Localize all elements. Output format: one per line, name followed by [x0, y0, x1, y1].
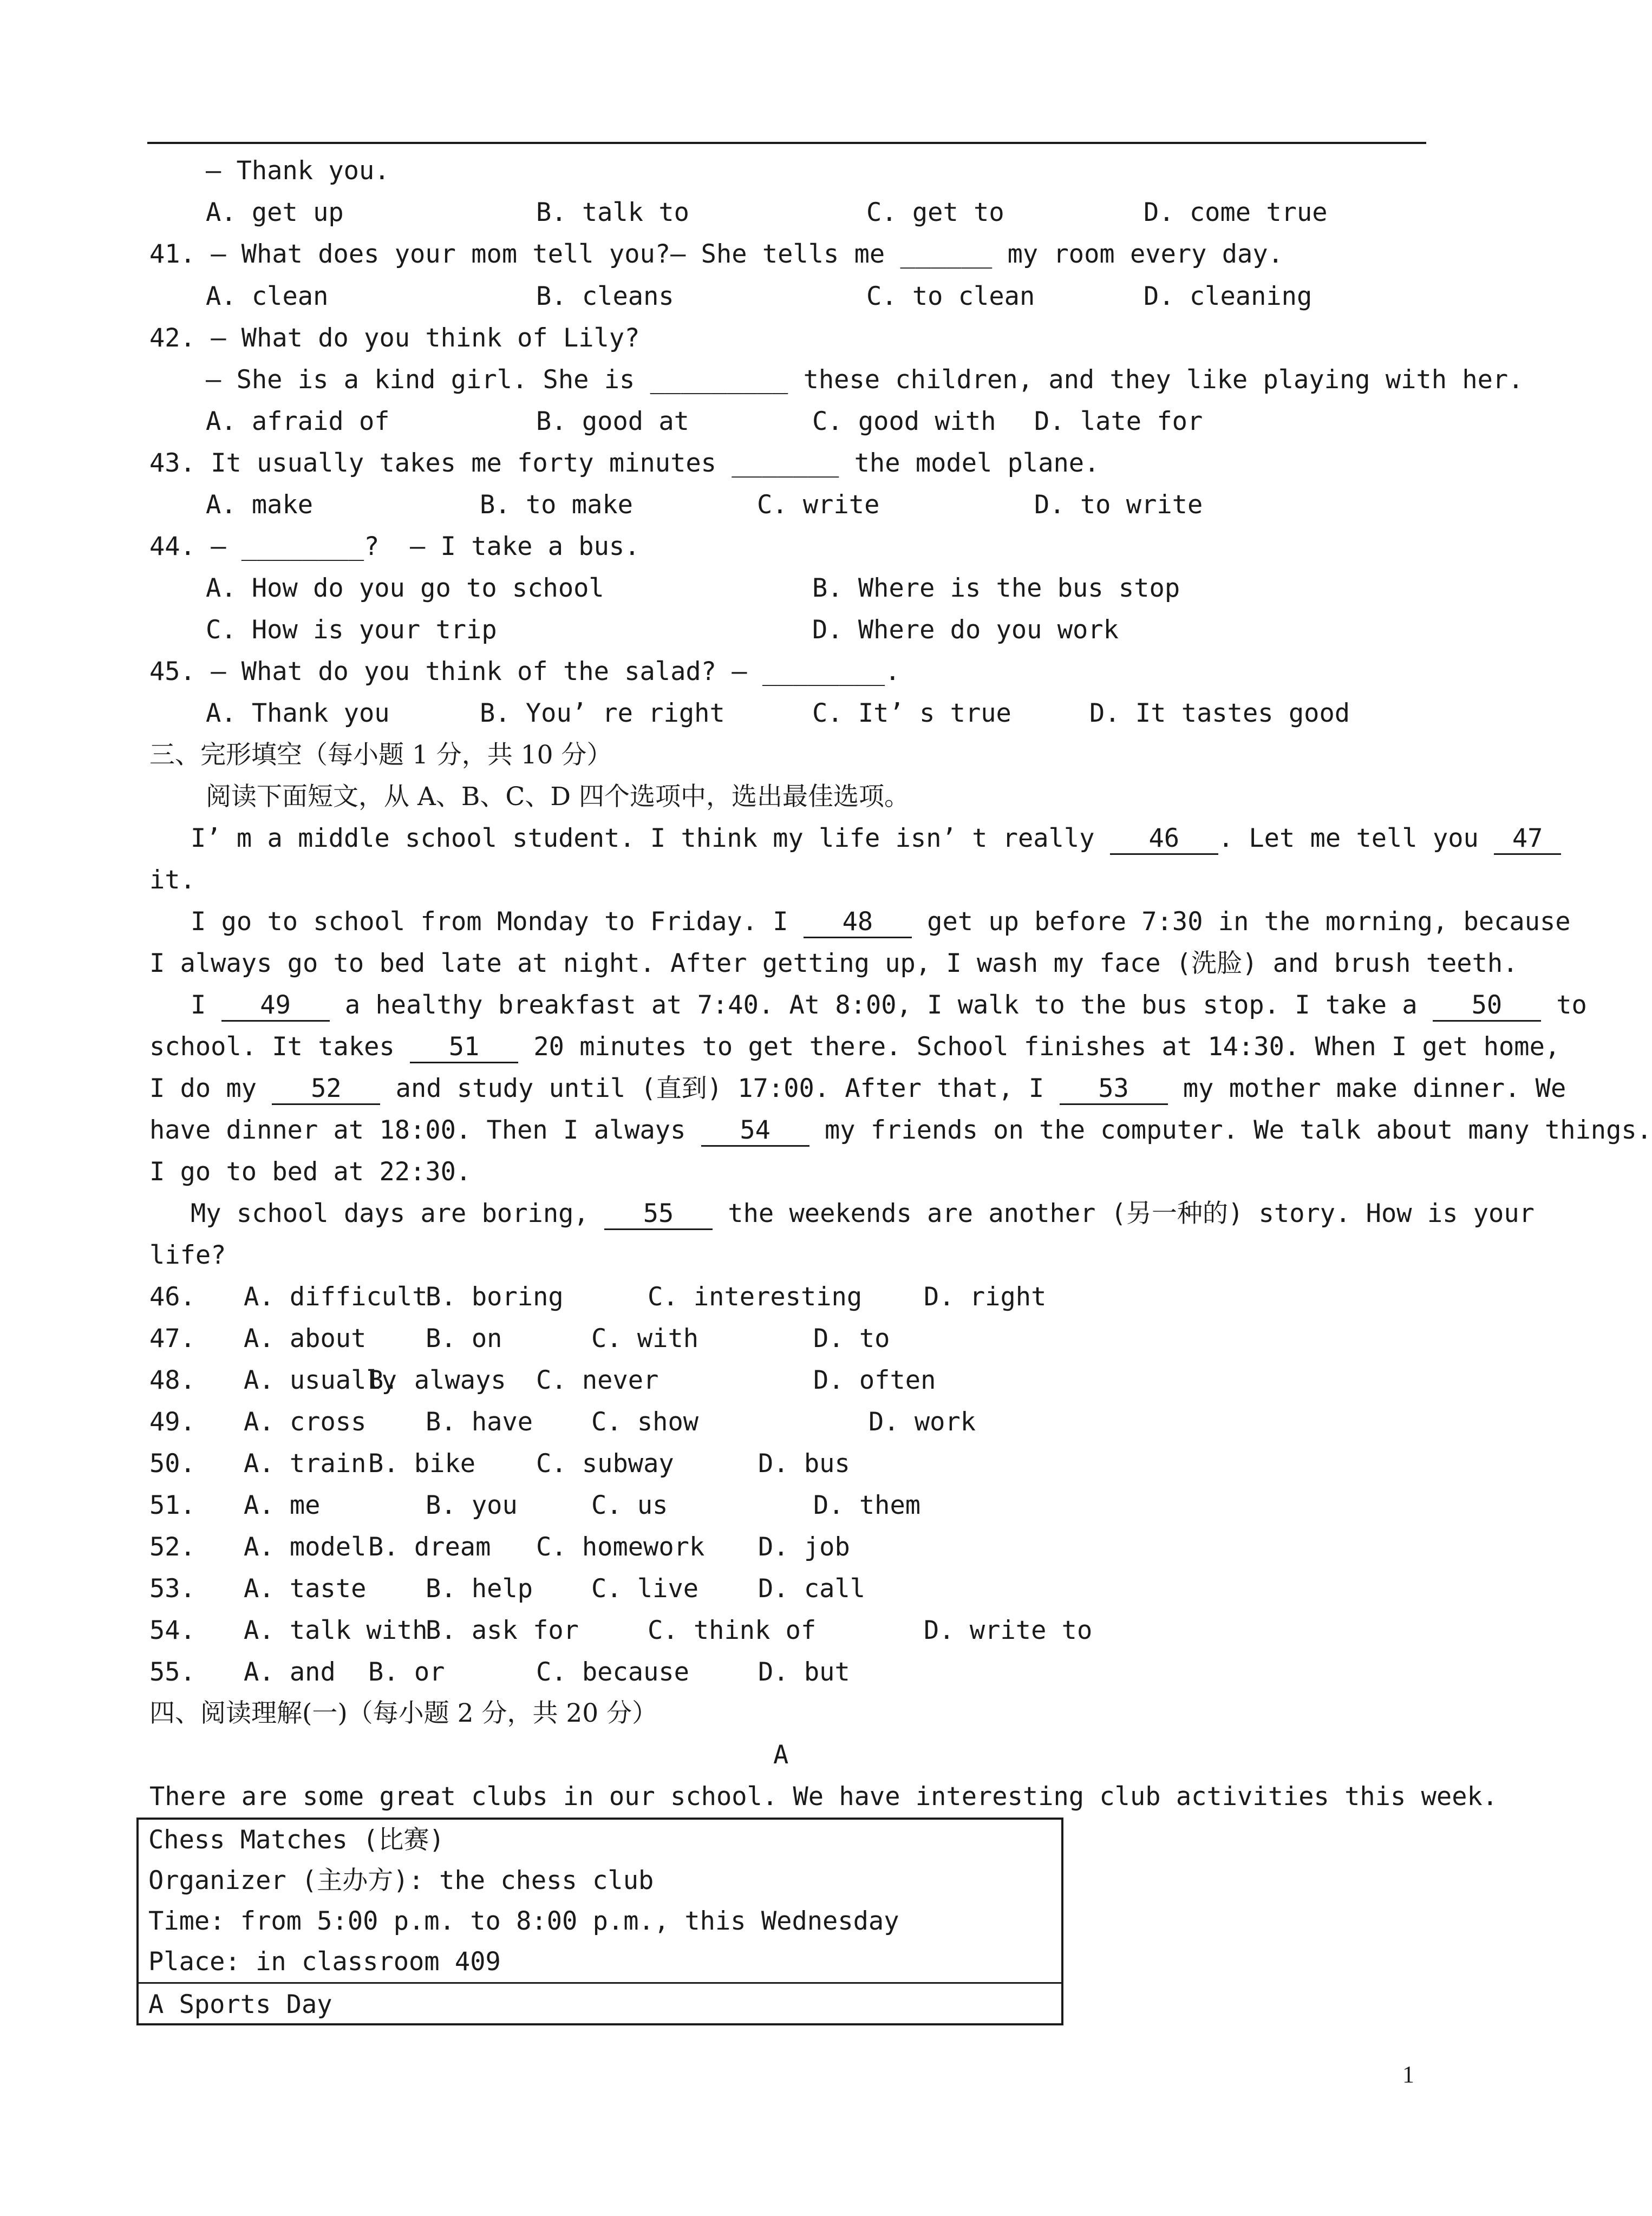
cloze-option: D. write to	[924, 1616, 1093, 1645]
cloze-option: C. never	[536, 1365, 659, 1395]
section-3-instruction: 阅读下面短文，从 A、B、C、D 四个选项中，选出最佳选项。	[206, 782, 910, 812]
cloze-item-number: 53.	[149, 1574, 195, 1604]
cloze-option: C. subway	[536, 1449, 674, 1479]
passage-line-8: have dinner at 18:00. Then I always 54 my friends on the computer. We talk about many things.	[149, 1114, 1652, 1147]
cloze-option: A. usually	[244, 1365, 397, 1395]
cloze-option: C. think of	[648, 1616, 817, 1645]
box-place: Place: in classroom 409	[148, 1947, 501, 1977]
cloze-option: D. call	[758, 1574, 866, 1604]
header-rule	[147, 142, 1426, 144]
q45-option-d: D. It tastes good	[1089, 698, 1350, 728]
q41-option-d: D. cleaning	[1144, 282, 1313, 311]
cloze-option: D. job	[758, 1532, 850, 1562]
blank-46: 46	[1110, 824, 1218, 855]
cloze-option: A. model	[244, 1532, 367, 1562]
cloze-option: A. and	[244, 1657, 336, 1687]
question-42-line2: — She is a kind girl. She is _________ these children, and they like playing with her.	[206, 365, 1524, 395]
question-45: 45. — What do you think of the salad? — ________.	[149, 657, 900, 687]
passage-line-11: life?	[149, 1240, 226, 1270]
blank-52: 52	[272, 1074, 380, 1105]
q41-option-b: B. cleans	[536, 282, 674, 311]
q42-option-d: D. late for	[1034, 407, 1203, 436]
q44-option-d: D. Where do you work	[812, 615, 1119, 645]
prev-option-b: B. talk to	[536, 198, 689, 227]
box-title: Chess Matches (比赛)	[148, 1825, 445, 1855]
q43-option-c: C. write	[757, 490, 880, 520]
q43-option-a: A. make	[206, 490, 314, 520]
passage-line-2: it.	[149, 865, 195, 895]
passage-line-7: I do my 52 and study until (直到) 17:00. After that, I 53 my mother make dinner. We	[149, 1073, 1566, 1105]
cloze-option: B. help	[426, 1574, 533, 1604]
cloze-option: B. ask for	[426, 1616, 579, 1645]
q41-option-c: C. to clean	[866, 282, 1035, 311]
passage-line-6: school. It takes 51 20 minutes to get there. School finishes at 14:30. When I get home,	[149, 1031, 1560, 1063]
passage-line-10: My school days are boring, 55 the weekends are another (另一种的) story. How is your	[191, 1198, 1535, 1230]
cloze-option: B. you	[426, 1491, 518, 1520]
question-41: 41. — What does your mom tell you?— She tells me ______ my room every day.	[149, 239, 1283, 269]
passage-line-5: I 49 a healthy breakfast at 7:40. At 8:00, I walk to the bus stop. I take a 50 to	[191, 989, 1587, 1022]
q42-option-b: B. good at	[536, 407, 689, 436]
cloze-option: B. bike	[368, 1449, 476, 1479]
prev-option-c: C. get to	[866, 198, 1004, 227]
cloze-option: B. or	[368, 1657, 445, 1687]
q44-option-b: B. Where is the bus stop	[812, 573, 1180, 603]
cloze-item-number: 52.	[149, 1532, 195, 1562]
blank-50: 50	[1433, 991, 1541, 1022]
cloze-item-number: 48.	[149, 1365, 195, 1395]
cloze-option: C. show	[591, 1407, 699, 1437]
cloze-item-number: 55.	[149, 1657, 195, 1687]
question-42: 42. — What do you think of Lily?	[149, 323, 640, 353]
cloze-item-number: 47.	[149, 1324, 195, 1354]
prev-option-d: D. come true	[1144, 198, 1328, 227]
section-3-heading: 三、完形填空（每小题 1 分，共 10 分）	[149, 740, 612, 770]
blank-54: 54	[701, 1116, 809, 1147]
blank-49: 49	[221, 991, 330, 1022]
cloze-option: B. dream	[368, 1532, 491, 1562]
prev-option-a: A. get up	[206, 198, 344, 227]
cloze-option: C. homework	[536, 1532, 705, 1562]
cloze-option: C. with	[591, 1324, 699, 1354]
cloze-option: D. work	[869, 1407, 976, 1437]
question-44: 44. — ________? — I take a bus.	[149, 532, 640, 561]
box-next-title: A Sports Day	[148, 1990, 332, 2019]
q43-option-b: B. to make	[480, 490, 633, 520]
cloze-item-number: 54.	[149, 1616, 195, 1645]
cloze-item-number: 49.	[149, 1407, 195, 1437]
prev-reply: — Thank you.	[206, 156, 390, 186]
cloze-option: D. to	[813, 1324, 890, 1354]
q41-option-a: A. clean	[206, 282, 329, 311]
blank-55: 55	[604, 1199, 713, 1230]
blank-47: 47	[1494, 824, 1561, 855]
passage-line-3: I go to school from Monday to Friday. I 48 get up before 7:30 in the morning, because	[191, 906, 1571, 938]
q45-option-a: A. Thank you	[206, 698, 390, 728]
box-organizer: Organizer (主办方): the chess club	[148, 1866, 654, 1895]
passage-line-4: I always go to bed late at night. After getting up, I wash my face (洗脸) and brush teeth.	[149, 949, 1518, 978]
cloze-option: A. difficult	[244, 1282, 428, 1312]
cloze-option: D. right	[924, 1282, 1047, 1312]
question-43: 43. It usually takes me forty minutes _______ the model plane.	[149, 448, 1100, 478]
cloze-option: A. train	[244, 1449, 367, 1479]
box-time: Time: from 5:00 p.m. to 8:00 p.m., this Wednesday	[148, 1906, 899, 1936]
q43-option-d: D. to write	[1034, 490, 1203, 520]
blank-53: 53	[1060, 1074, 1168, 1105]
cloze-option: A. taste	[244, 1574, 367, 1604]
cloze-option: A. talk with	[244, 1616, 428, 1645]
box-divider	[139, 1982, 1061, 1984]
part-label: A	[773, 1740, 789, 1770]
cloze-option: B. boring	[426, 1282, 564, 1312]
blank-48: 48	[804, 907, 912, 938]
cloze-option: B. on	[426, 1324, 502, 1354]
q44-option-c: C. How is your trip	[206, 615, 497, 645]
cloze-option: D. them	[813, 1491, 921, 1520]
cloze-option: A. cross	[244, 1407, 367, 1437]
q42-option-c: C. good with	[812, 407, 996, 436]
cloze-option: C. us	[591, 1491, 668, 1520]
cloze-option: A. me	[244, 1491, 321, 1520]
passage-line-1: I’ m a middle school student. I think my life isn’ t really 46 . Let me tell you 47	[191, 822, 1561, 855]
q44-option-a: A. How do you go to school	[206, 573, 604, 603]
cloze-option: D. bus	[758, 1449, 850, 1479]
cloze-option: C. live	[591, 1574, 699, 1604]
cloze-item-number: 50.	[149, 1449, 195, 1479]
q42-option-a: A. afraid of	[206, 407, 390, 436]
passage-line-9: I go to bed at 22:30.	[149, 1157, 472, 1187]
cloze-option: C. because	[536, 1657, 689, 1687]
cloze-item-number: 46.	[149, 1282, 195, 1312]
reading-intro: There are some great clubs in our school. We have interesting club activities this week.	[149, 1782, 1498, 1812]
cloze-option: D. but	[758, 1657, 850, 1687]
cloze-option: B. have	[426, 1407, 533, 1437]
cloze-option: B. always	[368, 1365, 506, 1395]
cloze-item-number: 51.	[149, 1491, 195, 1520]
cloze-option: D. often	[813, 1365, 936, 1395]
page-number: 1	[1402, 2061, 1414, 2088]
blank-51: 51	[410, 1032, 518, 1063]
q45-option-b: B. You’ re right	[480, 698, 725, 728]
q45-option-c: C. It’ s true	[812, 698, 1011, 728]
cloze-option: C. interesting	[648, 1282, 863, 1312]
club-activity-box	[136, 1818, 1063, 2025]
cloze-option: A. about	[244, 1324, 367, 1354]
section-4-heading: 四、阅读理解(一)（每小题 2 分，共 20 分）	[149, 1698, 658, 1728]
